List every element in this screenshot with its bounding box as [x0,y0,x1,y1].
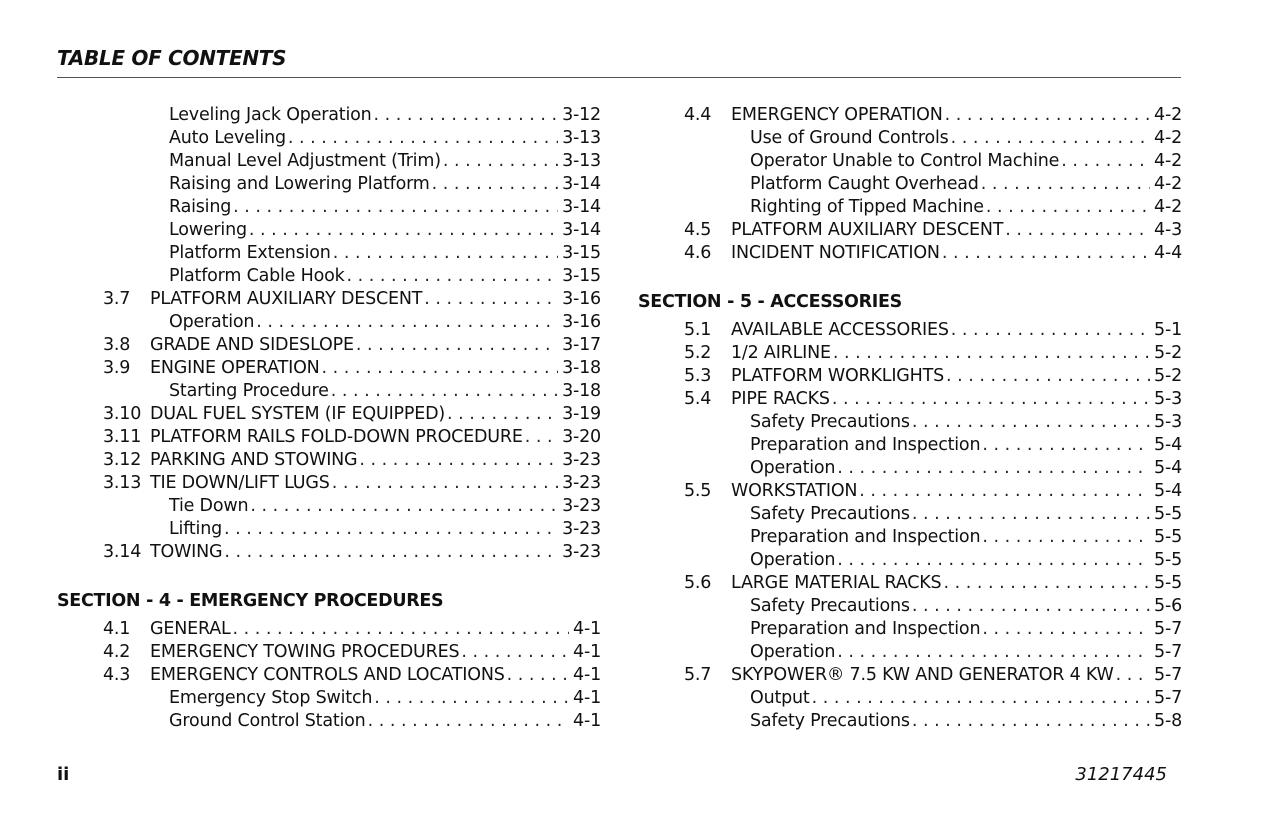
toc-entry-page: 3-14 [558,196,601,219]
toc-entry-number: 3.8 [103,335,131,355]
toc-entry[interactable] [638,687,1182,710]
dot-leader [986,196,1150,219]
toc-entry-title: PARKING AND STOWING [150,450,358,470]
document-number: 31217445 [1075,764,1167,785]
dot-leader [288,127,558,150]
toc-entry[interactable] [57,403,601,426]
toc-entry[interactable] [638,365,1182,388]
toc-entry[interactable] [638,319,1182,342]
dot-leader [812,687,1150,710]
dot-leader [347,265,559,288]
toc-entry-page: 4-1 [569,687,601,710]
toc-entry-title: Lowering [169,220,247,240]
toc-entry-page: 4-4 [1150,242,1182,265]
toc-entry-number: 4.5 [684,220,712,240]
toc-entry-page: 5-4 [1150,434,1182,457]
toc-entry-title: Preparation and Inspection [750,619,981,639]
dot-leader [833,342,1150,365]
dot-leader [982,434,1150,457]
dot-leader [233,618,569,641]
toc-entry[interactable] [57,472,601,495]
toc-entry-page: 3-23 [558,518,601,541]
toc-entry-page: 4-2 [1150,104,1182,127]
toc-entry-number: 3.9 [103,358,131,378]
toc-entry-title: EMERGENCY TOWING PROCEDURES [150,642,460,662]
toc-entry-page: 3-15 [558,242,601,265]
toc-entry[interactable] [638,342,1182,365]
toc-entry[interactable] [638,526,1182,549]
toc-entry[interactable] [57,518,601,541]
dot-leader [945,104,1150,127]
dot-leader [256,311,558,334]
toc-entry[interactable] [638,173,1182,196]
toc-entry[interactable] [638,196,1182,219]
dot-leader [942,242,1150,265]
toc-entry[interactable] [638,150,1182,173]
toc-entry-page: 5-3 [1150,388,1182,411]
toc-entry[interactable] [57,265,601,288]
toc-entry[interactable] [57,288,601,311]
toc-entry[interactable] [638,457,1182,480]
toc-entry-page: 3-14 [558,173,601,196]
toc-entry[interactable] [638,664,1182,687]
toc-entry[interactable] [57,449,601,472]
dot-leader [447,403,558,426]
toc-entry-title: Ground Control Station [169,711,366,731]
toc-entry-title: SKYPOWER® 7.5 KW AND GENERATOR 4 KW [731,665,1114,685]
toc-entry-title: GRADE AND SIDESLOPE [150,335,354,355]
toc-right-column [638,104,1182,733]
toc-entry-title: WORKSTATION [731,481,858,501]
dot-leader [233,196,558,219]
dot-leader [951,319,1150,342]
toc-entry-page: 3-23 [558,495,601,518]
toc-entry-title: Leveling Jack Operation [169,105,372,125]
toc-entry-number: 3.11 [103,427,142,447]
toc-entry[interactable] [57,357,601,380]
toc-entry-page: 5-5 [1150,549,1182,572]
toc-entry-page: 3-17 [558,334,601,357]
toc-entry-number: 3.10 [103,404,142,424]
toc-entry-title: TIE DOWN/LIFT LUGS [150,473,330,493]
toc-entry-page: 4-1 [569,664,601,687]
dot-leader [432,173,558,196]
toc-entry-number: 5.1 [684,320,712,340]
toc-entry-page: 5-5 [1150,526,1182,549]
toc-entry-title: Preparation and Inspection [750,527,981,547]
toc-entry-page: 5-1 [1150,319,1182,342]
toc-entry-page: 5-5 [1150,503,1182,526]
toc-entry-page: 5-2 [1150,365,1182,388]
dot-leader [912,710,1150,733]
toc-entry-page: 5-6 [1150,595,1182,618]
page-title: TABLE OF CONTENTS [57,46,287,70]
dot-leader [424,288,558,311]
toc-entry-title: Operation [750,458,836,478]
toc-entry-title: Safety Precautions [750,711,910,731]
toc-entry-page: 5-2 [1150,342,1182,365]
toc-entry[interactable] [638,127,1182,150]
toc-entry-page: 3-12 [558,104,601,127]
toc-entry-title: Platform Caught Overhead [750,174,979,194]
toc-entry-number: 5.6 [684,573,712,593]
toc-entry[interactable] [57,311,601,334]
toc-entry-page: 4-2 [1150,127,1182,150]
toc-entry-title: PIPE RACKS [731,389,830,409]
dot-leader [332,472,558,495]
toc-entry-title: TOWING [150,542,223,562]
toc-entry-page: 3-23 [558,541,601,564]
toc-entry-number: 3.13 [103,473,142,493]
dot-leader [249,219,558,242]
dot-leader [224,541,558,564]
toc-entry-number: 4.3 [103,665,131,685]
toc-entry-number: 5.7 [684,665,712,685]
toc-entry[interactable] [638,411,1182,434]
toc-entry-number: 4.6 [684,243,712,263]
toc-entry-page: 3-14 [558,219,601,242]
dot-leader [1005,219,1150,242]
toc-entry-number: 3.14 [103,542,142,562]
toc-entry-title: PLATFORM WORKLIGHTS [731,366,945,386]
toc-entry[interactable] [57,495,601,518]
toc-entry[interactable] [57,219,601,242]
dot-leader [322,357,559,380]
toc-entry-number: 5.4 [684,389,712,409]
toc-entry-number: 3.7 [103,289,131,309]
toc-entry-number: 4.2 [103,642,131,662]
dot-leader [981,173,1150,196]
toc-entry-number: 3.12 [103,450,142,470]
toc-entry-title: ENGINE OPERATION [150,358,320,378]
toc-entry-page: 4-1 [569,641,601,664]
dot-leader [374,687,569,710]
dot-leader [837,549,1150,572]
toc-entry-title: Safety Precautions [750,412,910,432]
toc-entry-number: 5.2 [684,343,712,363]
toc-entry-title: GENERAL [150,619,231,639]
dot-leader [859,480,1150,503]
dot-leader [982,618,1150,641]
toc-entry[interactable] [638,104,1182,127]
dot-leader [912,503,1150,526]
dot-leader [368,710,569,733]
dot-leader [1061,150,1150,173]
toc-entry-title: Starting Procedure [169,381,329,401]
toc-entry-page: 3-16 [558,311,601,334]
toc-entry-title: Platform Extension [169,243,331,263]
toc-entry[interactable] [57,664,601,687]
toc-entry-page: 4-1 [569,618,601,641]
dot-leader [331,380,558,403]
toc-entry[interactable] [638,618,1182,641]
dot-leader [374,104,559,127]
toc-entry[interactable] [57,104,601,127]
toc-entry-page: 3-15 [558,265,601,288]
toc-entry-title: Righting of Tipped Machine [750,197,984,217]
toc-entry[interactable] [638,641,1182,664]
toc-entry-page: 3-16 [558,288,601,311]
dot-leader [982,526,1150,549]
toc-entry[interactable] [57,334,601,357]
toc-entry-title: EMERGENCY CONTROLS AND LOCATIONS [150,665,505,685]
toc-entry-title: Raising and Lowering Platform [169,174,430,194]
toc-entry[interactable] [57,380,601,403]
header-rule [57,77,1181,78]
toc-entry[interactable] [57,687,601,710]
toc-entry-page: 5-7 [1150,641,1182,664]
toc-entry-title: Safety Precautions [750,596,910,616]
toc-entry-title: Platform Cable Hook [169,266,345,286]
toc-entry-title: Raising [169,197,232,217]
section-heading: SECTION - 5 - ACCESSORIES [638,292,902,312]
dot-leader [837,457,1150,480]
dot-leader [461,641,569,664]
toc-entry-page: 3-13 [558,127,601,150]
toc-entry-number: 4.1 [103,619,131,639]
toc-entry-page: 5-8 [1150,710,1182,733]
toc-entry-page: 5-7 [1150,687,1182,710]
toc-left-column [57,104,601,733]
dot-leader [359,449,558,472]
toc-entry[interactable] [57,196,601,219]
toc-entry[interactable] [57,150,601,173]
toc-entry-title: LARGE MATERIAL RACKS [731,573,942,593]
toc-entry-page: 5-3 [1150,411,1182,434]
spacer [638,265,1182,290]
spacer [57,564,601,589]
toc-entry-page: 3-23 [558,449,601,472]
toc-entry[interactable] [57,710,601,733]
toc-entry-page: 3-20 [558,426,601,449]
toc-entry-title: Auto Leveling [169,128,286,148]
toc-entry[interactable] [638,242,1182,265]
dot-leader [356,334,558,357]
toc-entry[interactable] [57,641,601,664]
toc-entry-page: 5-4 [1150,457,1182,480]
toc-entry-number: 5.5 [684,481,712,501]
dot-leader [943,572,1150,595]
dot-leader [250,495,558,518]
toc-entry-title: INCIDENT NOTIFICATION [731,243,940,263]
toc-entry-title: Operation [750,642,836,662]
toc-entry-title: Use of Ground Controls [750,128,949,148]
toc-entry[interactable] [638,595,1182,618]
toc-entry[interactable] [638,480,1182,503]
dot-leader [525,426,558,449]
toc-entry-title: Operator Unable to Control Machine [750,151,1060,171]
dot-leader [912,595,1150,618]
toc-entry-page: 4-2 [1150,196,1182,219]
toc-entry[interactable] [638,549,1182,572]
toc-entry[interactable] [638,572,1182,595]
toc-entry-page: 3-18 [558,380,601,403]
toc-entry[interactable] [57,242,601,265]
toc-entry-page: 4-2 [1150,173,1182,196]
dot-leader [912,411,1150,434]
toc-entry[interactable] [57,426,601,449]
toc-entry[interactable] [57,541,601,564]
dot-leader [224,518,558,541]
toc-entry-title: Operation [169,312,255,332]
toc-entry-page: 3-13 [558,150,601,173]
dot-leader [333,242,558,265]
toc-entry[interactable] [638,434,1182,457]
dot-leader [832,388,1150,411]
toc-entry[interactable] [57,127,601,150]
toc-entry[interactable] [638,388,1182,411]
toc-entry[interactable] [638,503,1182,526]
toc-entry-title: Manual Level Adjustment (Trim) [169,151,441,171]
section-heading: SECTION - 4 - EMERGENCY PROCEDURES [57,591,444,611]
toc-entry-title: Lifting [169,519,222,539]
dot-leader [951,127,1150,150]
toc-entry-title: Tie Down [169,496,249,516]
toc-entry-page: 4-3 [1150,219,1182,242]
toc-entry[interactable] [638,710,1182,733]
toc-entry-title: Safety Precautions [750,504,910,524]
toc-entry-title: Preparation and Inspection [750,435,981,455]
toc-entry-title: Output [750,688,810,708]
dot-leader [1116,664,1150,687]
toc-entry-title: 1/2 AIRLINE [731,343,831,363]
toc-entry-title: PLATFORM AUXILIARY DESCENT [150,289,423,309]
toc-entry-title: PLATFORM AUXILIARY DESCENT [731,220,1004,240]
page-number: ii [57,764,70,785]
toc-entry-title: Emergency Stop Switch [169,688,373,708]
toc-entry[interactable] [638,219,1182,242]
toc-entry-title: PLATFORM RAILS FOLD-DOWN PROCEDURE [150,427,523,447]
toc-entry-number: 5.3 [684,366,712,386]
toc-entry-page: 5-7 [1150,618,1182,641]
dot-leader [837,641,1150,664]
toc-entry-title: EMERGENCY OPERATION [731,105,943,125]
toc-entry-page: 4-2 [1150,150,1182,173]
toc-entry[interactable] [57,173,601,196]
toc-entry-page: 3-18 [558,357,601,380]
toc-entry-page: 5-5 [1150,572,1182,595]
dot-leader [946,365,1150,388]
toc-entry-page: 4-1 [569,710,601,733]
dot-leader [443,150,558,173]
dot-leader [507,664,569,687]
toc-entry-title: AVAILABLE ACCESSORIES [731,320,949,340]
toc-entry-title: DUAL FUEL SYSTEM (IF EQUIPPED) [150,404,446,424]
toc-entry-page: 5-7 [1150,664,1182,687]
toc-entry-page: 3-19 [558,403,601,426]
toc-entry-page: 5-4 [1150,480,1182,503]
toc-entry[interactable] [57,618,601,641]
toc-entry-number: 4.4 [684,105,712,125]
toc-entry-title: Operation [750,550,836,570]
toc-entry-page: 3-23 [558,472,601,495]
